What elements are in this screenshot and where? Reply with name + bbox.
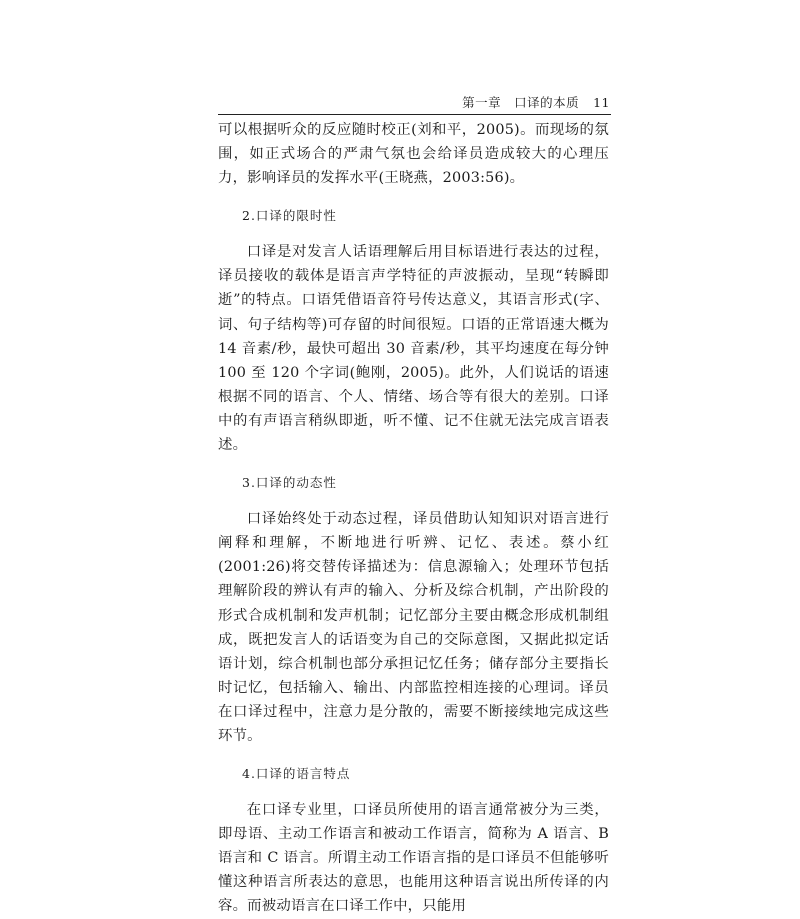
section-heading-dynamic: 3.口译的动态性 bbox=[242, 475, 337, 491]
running-header bbox=[462, 93, 610, 111]
section-heading-language: 4.口译的语言特点 bbox=[242, 766, 351, 782]
paragraph-continued: 可以根据听众的反应随时校正(刘和平，2005)。而现场的氛围，如正式场合的严肃气氛也会给译员造成较大的心理压力，影响译员的发挥水平(王晓燕，2003:56)。 bbox=[218, 122, 609, 187]
section-heading-time-limit: 2.口译的限时性 bbox=[242, 208, 337, 224]
page-number: 11 bbox=[593, 95, 610, 110]
paragraph-time-limit: 口译是对发言人话语理解后用目标语进行表达的过程，译员接收的载体是语言声学特征的声波振动，呈现“转瞬即逝”的特点。口语凭借语音符号传达意义，其语言形式(字、词、句子结构等)可存留的时间很短。口语的正常语速大概为 14 音素/秒，最快可超出 30 音素/秒，其平均速度在每分钟 100 至 120 个字词(鲍刚，2005)。此外，人们说话的语速根据不同的语言、个人、情绪、场合等有很大的差别。口译中的有声语言稍纵即逝，听不懂、记不住就无法完成言语表述。 bbox=[218, 244, 609, 454]
header-rule bbox=[218, 114, 611, 115]
paragraph-language: 在口译专业里，口译员所使用的语言通常被分为三类，即母语、主动工作语言和被动工作语言，简称为 A 语言、B 语言和 C 语言。所谓主动工作语言指的是口译员不但能够听懂这种语言所表达的意思，也能用这种语言说出所传译的内容。而被动语言在口译工作中，只能用 bbox=[218, 802, 609, 915]
body-text bbox=[218, 118, 609, 919]
chapter-title: 第一章 口译的本质 bbox=[462, 95, 580, 110]
paragraph-dynamic: 口译始终处于动态过程，译员借助认知知识对语言进行阐释和理解，不断地进行听辨、记忆、表述。蔡小红(2001:26)将交替传译描述为：信息源输入；处理环节包括理解阶段的辨认有声的输入、分析及综合机制，产出阶段的形式合成机制和发声机制；记忆部分主要由概念形成机制组成，既把发言人的话语变为自己的交际意图，又据此拟定话语计划，综合机制也部分承担记忆任务；储存部分主要指长时记忆，包括输入、输出、内部监控相连接的心理词。译员在口译过程中，注意力是分散的，需要不断接续地完成这些环节。 bbox=[218, 511, 609, 744]
